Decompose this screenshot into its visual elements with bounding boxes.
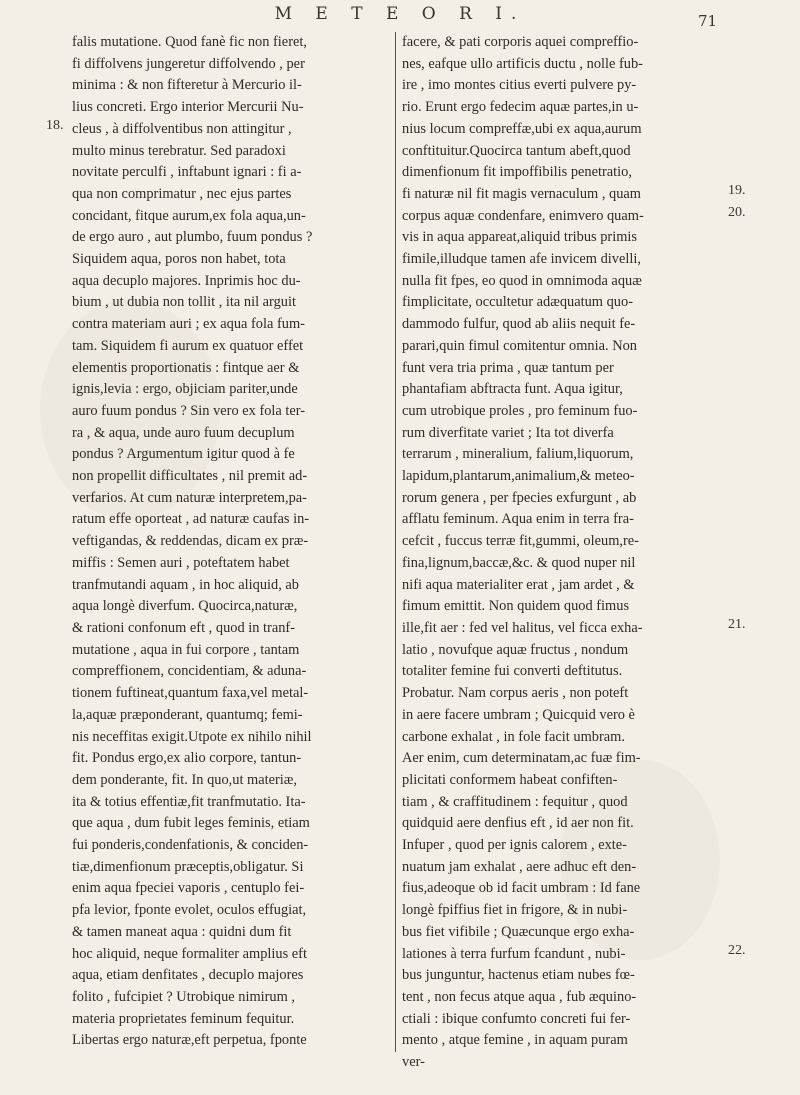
right-column-line: conftituitur.Quocirca tantum abeft,quod <box>402 142 631 159</box>
right-column-line: dammodo fulfur, quod ab aliis nequit fe- <box>402 316 636 333</box>
right-column-line: dimenfionum fit impoffibilis penetratio, <box>402 164 632 181</box>
left-column-line: materia proprietates feminum fequitur. <box>72 1010 295 1027</box>
right-column-line: longè fpiffius fiet in frigore, & in nubi- <box>402 902 628 919</box>
left-column-line: aqua longè diverfum. Quocirca,naturæ, <box>72 598 298 615</box>
right-column-line: funt vera tria prima , quæ tantum per <box>402 359 614 376</box>
left-column-line: hoc aliquid, neque formaliter amplius eft <box>72 945 307 962</box>
right-column-line: totaliter femine fui converti deftitutus. <box>402 663 623 680</box>
right-column-line: ire , imo montes citius everti pulvere py- <box>402 77 637 94</box>
left-column-line: Libertas ergo naturæ,eft perpetua, fponte <box>72 1032 307 1049</box>
right-column-line: fius,adeoque ob id facit umbram : Id fane <box>402 880 641 897</box>
left-column-line: aqua, etiam denfitates , decuplo majores <box>72 967 304 984</box>
margin-number-right: 22. <box>728 943 746 958</box>
right-column-line: ille,fit aer : fed vel halitus, vel ficca exha- <box>402 619 643 636</box>
left-column-line: tranfmutandi aquam , in hoc aliquid, ab <box>72 576 299 593</box>
left-column-line: minima : & non fifteretur à Mercurio il- <box>72 77 302 94</box>
margin-number-left: 18. <box>46 118 64 133</box>
left-column-line: de ergo auro , aut plumbo, fuum pondus ? <box>72 229 313 246</box>
right-column-line: vis in aqua appareat,aliquid tribus primis <box>402 229 637 246</box>
left-column-line: multo minus terebratur. Sed paradoxi <box>72 142 286 159</box>
right-column-line: cum utrobique proles , pro feminum fuo- <box>402 402 638 419</box>
margin-number-right: 20. <box>728 205 746 220</box>
left-column-line: bium , ut dubia non tollit , ita nil arguit <box>72 294 296 311</box>
right-column-line: terrarum , mineralium, falium,liquorum, <box>402 446 634 463</box>
right-column-line: nifi aqua materialiter erat , jam ardet , & <box>402 576 635 593</box>
left-column-line: folito , fufcipiet ? Utrobique nimirum , <box>72 988 296 1005</box>
right-column-line: tent , non fecus atque aqua , fub æquino- <box>402 988 637 1005</box>
right-column-line: nes, eafque ullo artificis ductu , nolle fub- <box>402 55 643 72</box>
left-column-line: ratum effe oporteat , ad naturæ caufas in- <box>72 511 310 528</box>
left-column-line: contra materiam auri ; ex aqua fola fum- <box>72 316 305 333</box>
margin-number-right: 19. <box>728 183 746 198</box>
left-column-line: tiæ,dimenfionum præceptis,obligatur. Si <box>72 858 304 875</box>
right-column-line: Aer enim, cum determinatam,ac fuæ fim- <box>402 750 641 767</box>
right-column-line: ver- <box>402 1054 425 1071</box>
right-column-line: tiam , & craffitudinem : fequitur , quod <box>402 793 628 810</box>
right-column-line: lationes à terra furfum fcandunt , nubi- <box>402 945 626 962</box>
right-column-line: fimum emittit. Non quidem quod fimus <box>402 598 630 615</box>
left-column-line: dem ponderante, fit. In quo,ut materiæ, <box>72 771 297 788</box>
left-column-line: ra , & aqua, unde auro fuum decuplum <box>72 424 295 441</box>
right-column-line: Probatur. Nam corpus aeris , non poteft <box>402 685 629 702</box>
right-column-line: ctiali : ibique confumto concreti fui fer- <box>402 1010 631 1027</box>
left-column-line: pondus ? Argumentum igitur quod à fe <box>72 446 295 463</box>
left-column-line: pfa levior, fponte evolet, oculos effugiat, <box>72 902 307 919</box>
left-column-line: ita & totius effentiæ,fit tranfmutatio. Ita- <box>72 793 306 810</box>
left-column-line: enim aqua fpeciei vaporis , centuplo fei- <box>72 880 305 897</box>
right-column-line: corpus aquæ condenfare, enimvero quam- <box>402 207 644 224</box>
left-column-line: & rationi confonum eft , quod in tranf- <box>72 619 295 636</box>
left-column-line: non propellit difficultates , nil premit ad- <box>72 468 308 485</box>
left-column-line: nis neceffitas exigit.Utpote ex nihilo nihil <box>72 728 312 745</box>
left-column-line: la,aquæ præponderant, quantumq; femi- <box>72 706 303 723</box>
left-column-line: fi diffolvens jungeretur diffolvendo , per <box>72 55 305 72</box>
right-column-line: fimile,illudque tamen afe invicem divelli, <box>402 251 641 268</box>
right-column-line: fi naturæ nil fit magis vernaculum , quam <box>402 185 641 202</box>
left-column-line: elementis proportionatis : fintque aer & <box>72 359 300 376</box>
right-column-line: latio , novufque aquæ fructus , nondum <box>402 641 629 658</box>
left-column-line: veftigandas, & reddendas, dicam ex præ- <box>72 533 309 550</box>
right-column-line: mento , atque femine , in aquam puram <box>402 1032 628 1049</box>
margin-number-right: 21. <box>728 617 746 632</box>
left-column <box>72 32 388 1052</box>
right-column-line: rio. Erunt ergo fedecim aquæ partes,in u- <box>402 99 639 116</box>
right-column-line: fimplicitate, occultetur adæquatum quo- <box>402 294 633 311</box>
right-column-line: nius locum compreffæ,ubi ex aqua,aurum <box>402 120 642 137</box>
right-column-line: cefcit , fuccus terræ fit,gummi, oleum,re- <box>402 533 639 550</box>
right-column-line: facere, & pati corporis aquei compreffio- <box>402 34 639 50</box>
right-column-line: carbone exhalat , in fole facit umbram. <box>402 728 625 745</box>
left-column-line: que aqua , dum fubit leges feminis, etiam <box>72 815 310 832</box>
left-column-line: & tamen maneat aqua : quidni dum fit <box>72 923 292 940</box>
right-column-line: bus fiet vifibile ; Quæcunque ergo exha- <box>402 923 635 940</box>
left-column-line: qua non comprimatur , nec ejus partes <box>72 185 292 202</box>
left-column-line: cleus , à diffolventibus non attingitur , <box>72 120 292 137</box>
left-column-line: novitate perculfi , inftabunt ignari : fi a- <box>72 164 302 181</box>
left-column-line: compreffionem, concidentiam, & aduna- <box>72 663 307 680</box>
right-column-line: Infuper , quod per ignis calorem , exte- <box>402 837 627 854</box>
left-column-line: concidant, fitque aurum,ex fola aqua,un- <box>72 207 306 224</box>
running-head: M E T E O R I. <box>274 4 526 24</box>
right-column <box>402 32 712 1074</box>
right-column-line: rum diverfitate variet ; Ita tot diverfa <box>402 424 614 441</box>
left-column-line: Siquidem aqua, poros non habet, tota <box>72 251 286 268</box>
right-column-line: quidquid aere denfius eft , id aer non fit. <box>402 815 634 832</box>
right-column-line: parari,quin fimul comitentur omnia. Non <box>402 337 637 354</box>
left-column-line: fit. Pondus ergo,ex alio corpore, tantun- <box>72 750 302 767</box>
right-column-line: fina,lignum,baccæ,&c. & quod nuper nil <box>402 554 636 571</box>
left-column-line: auro fuum pondus ? Sin vero ex fola ter- <box>72 402 306 419</box>
right-column-line: bus junguntur, hactenus etiam nubes fœ- <box>402 967 635 984</box>
page-number: 71 <box>698 12 718 30</box>
right-column-line: phantafiam abftracta funt. Aqua igitur, <box>402 381 623 398</box>
left-column-line: mutatione , aqua in fui corpore , tantam <box>72 641 300 658</box>
right-column-line: plicitati conformem habeat confiften- <box>402 771 618 788</box>
right-column-line: nulla fit fpes, eo quod in omnimoda aquæ <box>402 272 642 289</box>
right-column-line: in aere facere umbram ; Quicquid vero è <box>402 706 635 723</box>
left-column-line: fui ponderis,condenfationis, & conciden- <box>72 837 309 854</box>
left-column-line: aqua decuplo majores. Inprimis hoc du- <box>72 272 301 289</box>
left-column-line: tionem fuftineat,quantum faxa,vel metal- <box>72 685 309 702</box>
left-column-line: lius concreti. Ergo interior Mercurii Nu- <box>72 99 304 116</box>
right-column-line: lapidum,plantarum,animalium,& meteo- <box>402 468 635 485</box>
column-divider <box>395 32 396 1052</box>
left-column-line: falis mutatione. Quod fanè fic non fieret, <box>72 34 307 50</box>
left-column-line: verfarios. At cum naturæ interpretem,pa- <box>72 489 307 506</box>
right-column-line: rorum genera , per fpecies exfurgunt , ab <box>402 489 637 506</box>
left-column-line: tam. Siquidem fi aurum ex quatuor effet <box>72 337 304 354</box>
right-column-line: afflatu feminum. Aqua enim in terra fra- <box>402 511 634 528</box>
left-column-line: ignis,levia : ergo, objiciam pariter,unde <box>72 381 298 398</box>
right-column-line: nuatum jam exhalat , aere adhuc eft den- <box>402 858 637 875</box>
left-column-line: miffis : Semen auri , poteftatem habet <box>72 554 290 571</box>
